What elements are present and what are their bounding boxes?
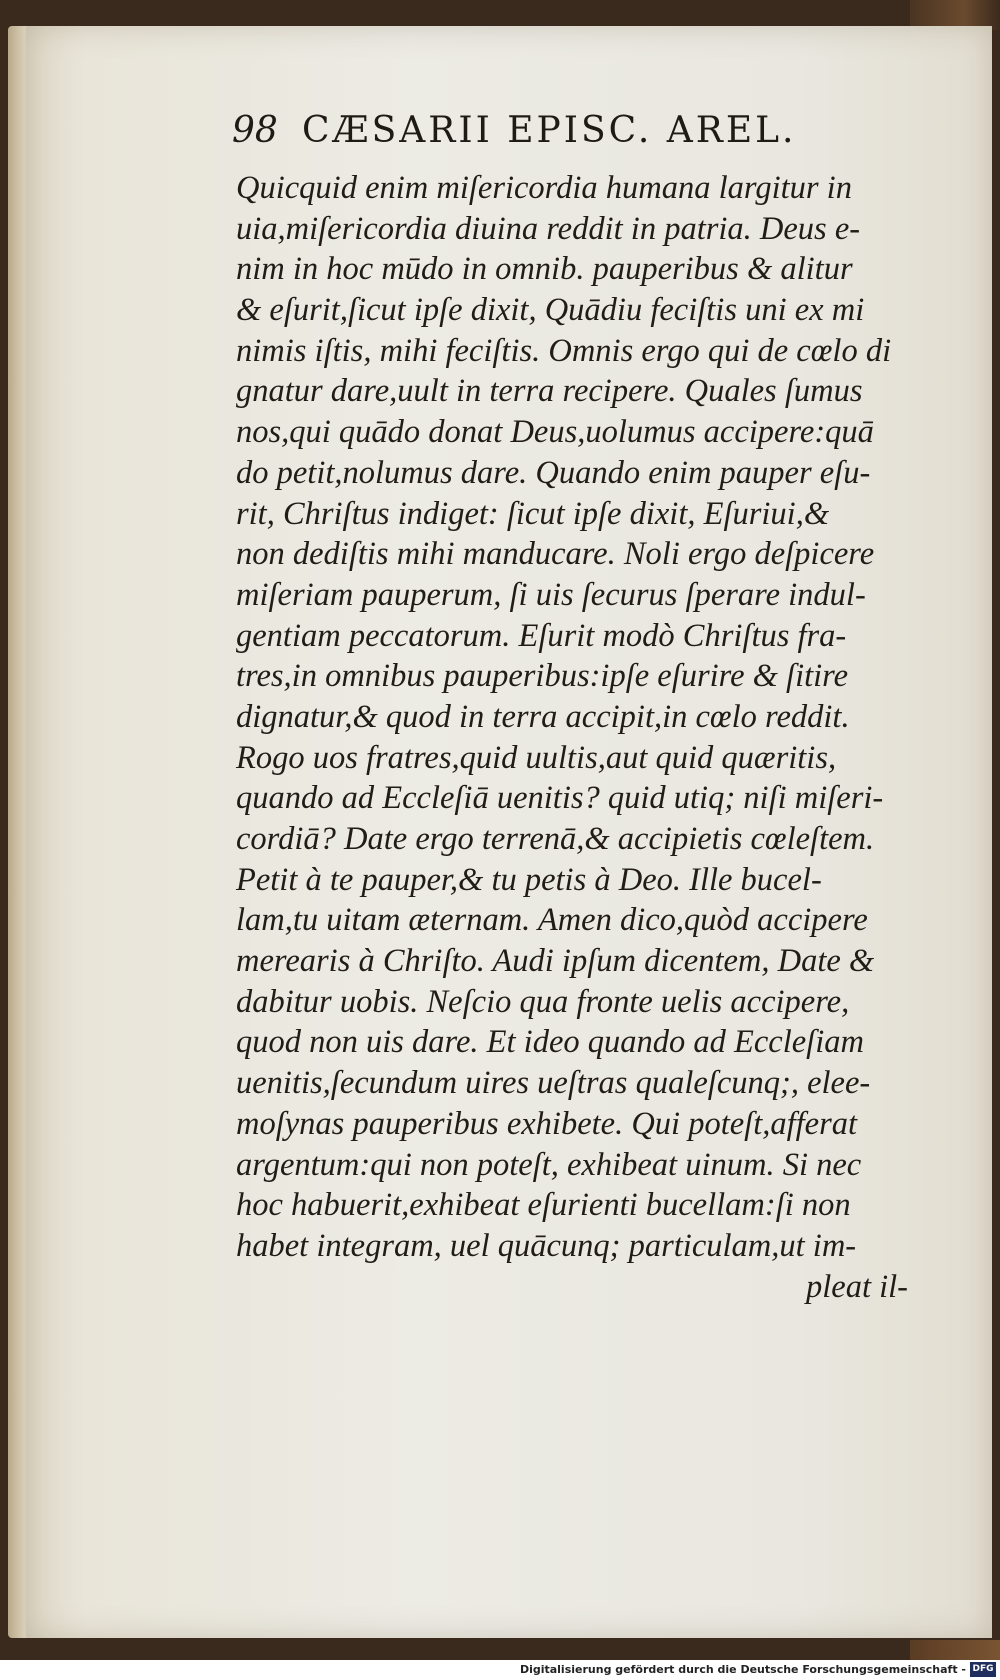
text-line: quod non uis dare. Et ideo quando ad Eccleſiam bbox=[236, 1024, 864, 1061]
text-line: tres,in omnibus pauperibus:ipſe eſurire & ſitire bbox=[236, 658, 849, 695]
text-line: moſynas pauperibus exhibete. Qui poteſt,afferat bbox=[236, 1105, 858, 1142]
text-line: do petit,nolumus dare. Quando enim pauper eſu- bbox=[236, 454, 871, 491]
binding-corner-bottom bbox=[910, 1640, 1000, 1660]
text-line: non dediſtis mihi manducare. Noli ergo deſpicere bbox=[236, 536, 875, 573]
text-line: Rogo uos fratres,quid uultis,aut quid quæritis, bbox=[236, 739, 837, 776]
footer-credit: Digitalisierung gefördert durch die Deutsche Forschungsgemeinschaft - bbox=[519, 1663, 966, 1676]
text-line: Quicquid enim miſericordia humana largitur in bbox=[236, 170, 852, 206]
dfg-logo: DFG bbox=[970, 1662, 996, 1677]
text-line: nim in hoc mūdo in omnib. pauperibus & alitur bbox=[236, 251, 853, 288]
text-line: rit, Chriſtus indiget: ſicut ipſe dixit, Eſuriui,& bbox=[236, 495, 830, 532]
running-head-title: CÆSARII EPISC. AREL. bbox=[302, 110, 797, 151]
text-line: habet integram, uel quācunq; particulam,ut im- bbox=[236, 1227, 857, 1264]
text-line: dignatur,& quod in terra accipit,in cœlo reddit. bbox=[236, 698, 850, 735]
text-line: Petit à te pauper,& tu petis à Deo. Ille bucel- bbox=[236, 861, 822, 898]
running-head bbox=[232, 110, 932, 158]
text-line: nos,qui quādo donat Deus,uolumus accipere:quā bbox=[236, 414, 874, 451]
catchword: pleat il- bbox=[806, 1268, 908, 1305]
text-line: & eſurit,ſicut ipſe dixit, Quādiu feciſtis uni ex mi bbox=[236, 292, 865, 329]
text-line: argentum:qui non poteſt, exhibeat uinum. Si nec bbox=[236, 1146, 862, 1183]
text-line: gnatur dare,uult in terra recipere. Quales ſumus bbox=[236, 373, 863, 410]
text-line: nimis iſtis, mihi feciſtis. Omnis ergo qui de cœlo di bbox=[236, 332, 892, 369]
text-line: quando ad Eccleſiā uenitis? quid utiq; niſi miſeri- bbox=[236, 780, 884, 817]
text-line: lam,tu uitam æternam. Amen dico,quòd accipere bbox=[236, 902, 868, 939]
text-line: uia,miſericordia diuina reddit in patria. Deus e- bbox=[236, 210, 861, 247]
text-line: cordiā? Date ergo terrenā,& accipietis cœleſtem. bbox=[236, 821, 875, 857]
text-line: merearis à Chriſto. Audi ipſum dicentem, Date & bbox=[236, 943, 875, 980]
body-text bbox=[236, 168, 926, 1307]
text-line: hoc habuerit,exhibeat eſurienti bucellam:ſi non bbox=[236, 1187, 851, 1224]
text-line: dabitur uobis. Neſcio qua fronte uelis accipere, bbox=[236, 983, 850, 1020]
text-line: uenitis,ſecundum uires ueſtras qualeſcunq;, elee- bbox=[236, 1065, 871, 1102]
text-line: miſeriam pauperum, ſi uis ſecurus ſperare indul- bbox=[236, 576, 866, 613]
folio-number: 98 bbox=[232, 110, 278, 151]
text-line: gentiam peccatorum. Eſurit modò Chriſtus fra- bbox=[236, 617, 847, 654]
